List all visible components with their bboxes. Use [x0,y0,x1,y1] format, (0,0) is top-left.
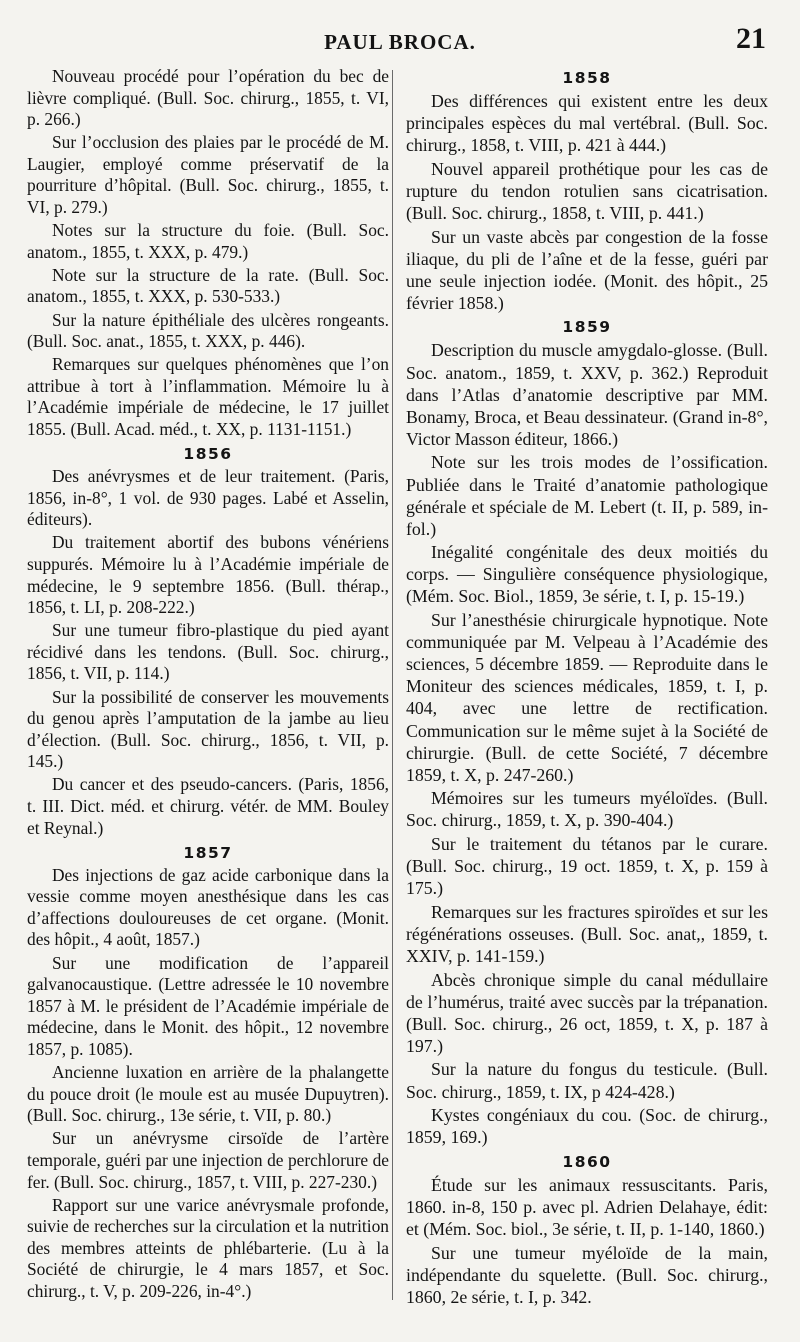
year-heading: 1859 [562,318,612,337]
bibliography-entry: Inégalité congénitale des deux moitiés du corps. — Singulière conséquence physiologique, (Mém. Soc. Biol., 1859, 3e série, t. I, p. 15-19.) [406,542,768,607]
bibliography-entry: Rapport sur une varice anévrysmale profonde, suivie de recherches sur la circulation et la nutrition des membres atteints de phlébarterie. (Lu à la Société de chirurgie, le 4 mars 1857, et Soc. chirurg., t. V, p. 209-226, in-4°.) [27,1194,389,1301]
bibliography-entry: Sur un vaste abcès par congestion de la fosse iliaque, du pli de l’aîne et de la fesse, guéri par une seule injection iodée. (Monit. des hôpit., 25 février 1858.) [406,226,768,313]
bibliography-entry: Sur un anévrysme cirsoïde de l’artère temporale, guéri par une injection de perchlorure de fer. (Bull. Soc. chirurg., 1857, t. VIII, p. 227-230.) [27,1128,389,1192]
bibliography-entry: Notes sur la structure du foie. (Bull. Soc. anatom., 1855, t. XXX, p. 479.) [27,220,389,262]
bibliography-entry: Étude sur les animaux ressuscitants. Paris, 1860. in-8, 150 p. avec pl. Adrien Delahaye, édit: et (Mém. Soc. biol., 3e série, t. II, p. 1-140, 1860.) [406,1174,768,1239]
bibliography-entry: Du cancer et des pseudo-cancers. (Paris, 1856, t. III. Dict. méd. et chirurg. vétér. de MM. Bouley et Reynal.) [27,774,389,838]
bibliography-entry: Sur la possibilité de conserver les mouvements du genou après l’amputation de la jambe au lieu d’élection. (Bull. Soc. chirurg., 1856, t. VII, p. 145.) [27,686,389,772]
year-heading: 1858 [562,69,612,87]
page-number: 21 [736,22,766,55]
bibliography-entry: Abcès chronique simple du canal médullaire de l’humérus, traité avec succès par la trépanation. (Bull. Soc. chirurg., 26 oct, 1859, t. X, p. 187 à 197.) [406,969,768,1056]
bibliography-entry: Mémoires sur les tumeurs myéloïdes. (Bull. Soc. chirurg., 1859, t. X, p. 390-404.) [406,788,768,831]
bibliography-entry: Nouveau procédé pour l’opération du bec de lièvre compliqué. (Bull. Soc. chirurg., 1855, t. VI, p. 266.) [27,66,389,130]
bibliography-entry: Du traitement abortif des bubons vénériens suppurés. Mémoire lu à l’Académie impériale de médecine, le 9 septembre 1856. (Bull. thérap., 1856, t. LI, p. 208-222.) [27,532,389,618]
bibliography-entry: Kystes congéniaux du cou. (Soc. de chirurg., 1859, 169.) [406,1105,768,1148]
bibliography-entry: Ancienne luxation en arrière de la phalangette du pouce droit (le moule est au musée Dupuytren). (Bull. Soc. chirurg., 13e série, t. VII, p. 80.) [27,1062,389,1126]
running-title: PAUL BROCA. [324,30,476,54]
bibliography-entry: Remarques sur quelques phénomènes que l’on attribue à tort à l’inflammation. Mémoire lu à l’Académie impériale de médecine, le 17 juillet 1855. (Bull. Acad. méd., t. XX, p. 1131-1151.) [27,354,389,439]
bibliography-entry: Sur la nature du fongus du testicule. (Bull. Soc. chirurg., 1859, t. IX, p 424-428.) [406,1059,768,1102]
bibliography-entry: Sur une tumeur fibro-plastique du pied ayant récidivé dans les tendons. (Bull. Soc. chirurg., 1856, t. VII, p. 114.) [27,620,389,684]
left-column [27,66,389,1304]
year-heading: 1857 [183,843,233,862]
bibliography-entry: Des différences qui existent entre les deux principales espèces du mal vertébral. (Bull. Soc. chirurg., 1858, t. VIII, p. 421 à 444.) [406,91,768,156]
bibliography-entry: Des injections de gaz acide carbonique dans la vessie comme moyen anesthésique dans les cas d’affections douloureuses de cet organe. (Monit. des hôpit., 4 août, 1857.) [27,864,389,950]
year-heading: 1860 [562,1152,612,1171]
bibliography-entry: Remarques sur les fractures spiroïdes et sur les régénérations osseuses. (Bull. Soc. anat,, 1859, t. XXIV, p. 141-159.) [406,901,768,966]
bibliography-entry: Sur une tumeur myéloïde de la main, indépendante du squelette. (Bull. Soc. chirurg., 1860, 2e série, t. I, p. 342. [406,1242,768,1307]
bibliography-entry: Note sur les trois modes de l’ossification. Publiée dans le Traité d’anatomie pathologique générale et spéciale de M. Lebert (t. II, p. 589, in-fol.) [406,452,768,539]
bibliography-entry: Sur la nature épithéliale des ulcères rongeants. (Bull. Soc. anat., 1855, t. XXX, p. 446). [27,309,389,352]
bibliography-entry: Description du muscle amygdalo-glosse. (Bull. Soc. anatom., 1859, t. XXV, p. 362.) Reproduit dans l’Atlas d’anatomie descriptive par MM. Bonamy, Broca, et Beau dessinateur. (Grand in-8°, Victor Masson éditeur, 1866.) [406,340,768,449]
bibliography-entry: Note sur la structure de la rate. (Bull. Soc. anatom., 1855, t. XXX, p. 530-533.) [27,264,389,307]
bibliography-entry: Sur l’anesthésie chirurgicale hypnotique. Note communiquée par M. Velpeau à l’Académie des sciences, 5 décembre 1859. — Reproduite dans le Moniteur des sciences médicales, 1859, t. I, p. 404, avec une lettre de rectification. Communication sur le même sujet à la Société de chirurgie. (Bull. de cette Société, 7 décembre 1859, t. X, p. 247-260.) [406,610,768,785]
column-divider [392,70,393,1300]
bibliography-entry: Sur une modification de l’appareil galvanocaustique. (Lettre adressée le 10 novembre 1857 à M. le président de l’Académie impériale de médecine, dans le Monit. des hôpit., 12 novembre 1857, p. 1085). [27,952,389,1059]
running-head [0,22,800,62]
right-column [406,66,768,1309]
year-heading: 1856 [183,445,233,464]
bibliography-entry: Des anévrysmes et de leur traitement. (Paris, 1856, in-8°, 1 vol. de 930 pages. Labé et Asselin, éditeurs). [27,466,389,530]
bibliography-entry: Sur l’occlusion des plaies par le procédé de M. Laugier, employé comme préservatif de la pourriture d’hôpital. (Bull. Soc. chirurg., 1855, t. VI, p. 279.) [27,132,389,218]
bibliography-entry: Nouvel appareil prothétique pour les cas de rupture du tendon rotulien sans cicatrisation. (Bull. Soc. chirurg., 1858, t. VIII, p. 441.) [406,158,768,223]
bibliography-entry: Sur le traitement du tétanos par le curare. (Bull. Soc. chirurg., 19 oct. 1859, t. X, p. 159 à 175.) [406,834,768,899]
